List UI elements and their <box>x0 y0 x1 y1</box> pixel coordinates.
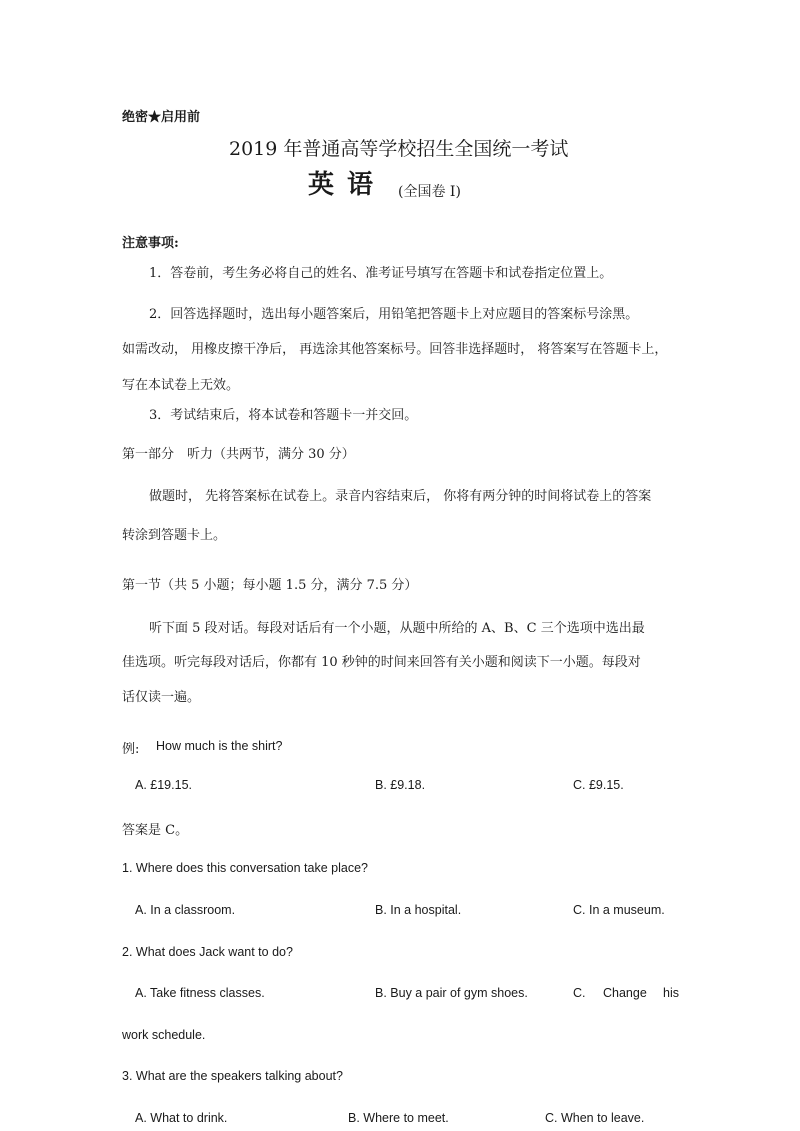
question-2-option-b: B. Buy a pair of gym shoes. <box>375 986 528 1000</box>
section1-instruction-line-2: 佳选项。听完每段对话后，你都有 10 秒钟的时间来回答有关小题和阅读下一小题。每段对 <box>122 655 641 670</box>
classification-label: 绝密★启用前 <box>122 110 201 125</box>
question-3-option-a: A. What to drink. <box>135 1111 228 1125</box>
question-2: 2. What does Jack want to do? <box>122 945 293 959</box>
example-answer: 答案是 C。 <box>122 823 189 838</box>
question-2-option-c-label: C. <box>573 986 586 1000</box>
exam-title: 2019 年普通高等学校招生全国统一考试 <box>229 138 569 160</box>
subject-title: 英 语 <box>308 170 376 200</box>
question-1-option-c: C. In a museum. <box>573 903 665 917</box>
example-option-c: C. £9.15. <box>573 778 624 792</box>
note-item-3: 3．考试结束后，将本试卷和答题卡一并交回。 <box>149 408 418 423</box>
example-option-a: A. £19.15. <box>135 778 192 792</box>
note-item-2-line-2: 如需改动， 用橡皮擦干净后， 再选涂其他答案标号。回答非选择题时， 将答案写在答题卡上， <box>122 342 668 357</box>
question-2-option-a: A. Take fitness classes. <box>135 986 265 1000</box>
part1-instruction-line-1: 做题时， 先将答案标在试卷上。录音内容结束后， 你将有两分钟的时间将试卷上的答案 <box>149 489 652 504</box>
section1-instruction-line-1: 听下面 5 段对话。每段对话后有一个小题，从题中所给的 A、B、C 三个选项中选出最 <box>149 621 645 636</box>
note-item-1: 1．答卷前，考生务必将自己的姓名、准考证号填写在答题卡和试卷指定位置上。 <box>149 266 613 281</box>
section1-heading: 第一节（共 5 小题；每小题 1.5 分，满分 7.5 分） <box>122 578 418 593</box>
question-3-option-c: C. When to leave. <box>545 1111 645 1125</box>
section1-instruction-line-3: 话仅读一遍。 <box>122 690 201 705</box>
part1-heading: 第一部分 听力（共两节，满分 30 分） <box>122 447 355 462</box>
example-option-b: B. £9.18. <box>375 778 426 792</box>
note-item-2-line-1: 2．回答选择题时，选出每小题答案后，用铅笔把答题卡上对应题目的答案标号涂黑。 <box>149 307 639 322</box>
note-item-2-line-3: 写在本试卷上无效。 <box>122 378 240 393</box>
question-2-option-c-word-2: his <box>663 986 679 1000</box>
question-3: 3. What are the speakers talking about? <box>122 1069 343 1083</box>
example-question: How much is the shirt? <box>156 739 283 753</box>
question-1: 1. Where does this conversation take place? <box>122 861 368 875</box>
question-1-option-a: A. In a classroom. <box>135 903 236 917</box>
question-2-option-c-continuation: work schedule. <box>122 1028 206 1042</box>
part1-instruction-line-2: 转涂到答题卡上。 <box>122 528 227 543</box>
question-1-option-b: B. In a hospital. <box>375 903 462 917</box>
question-3-option-b: B. Where to meet. <box>348 1111 449 1125</box>
notes-heading: 注意事项: <box>122 236 179 251</box>
example-label: 例: <box>122 742 140 757</box>
paper-edition: (全国卷 I) <box>398 184 461 200</box>
question-2-option-c-word-1: Change <box>603 986 647 1000</box>
